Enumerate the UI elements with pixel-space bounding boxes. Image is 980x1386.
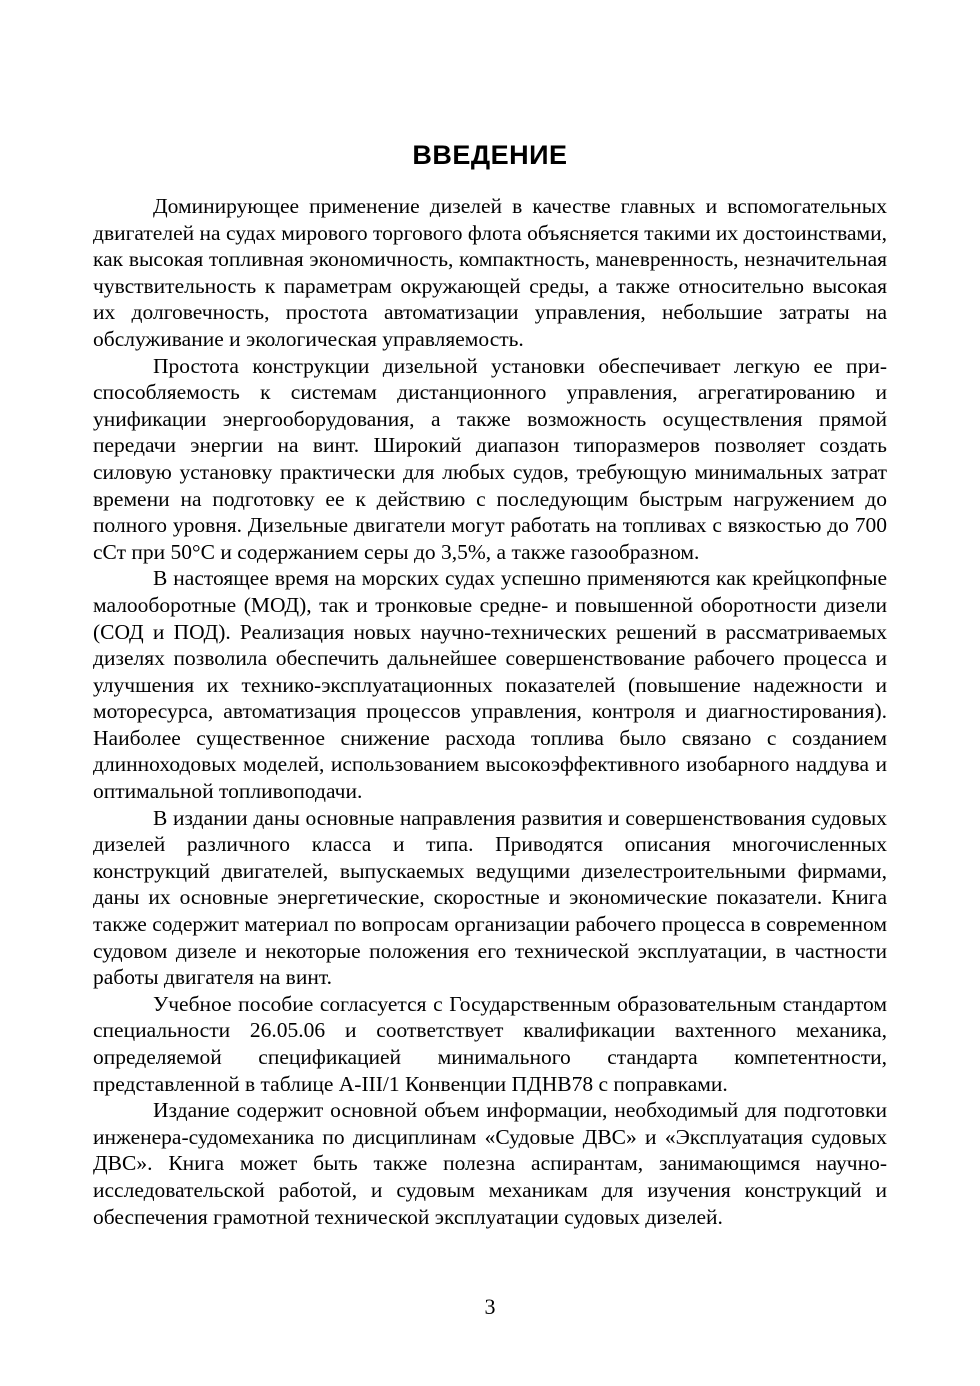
page-title: ВВЕДЕНИЕ [412, 140, 568, 170]
paragraph: В настоящее время на морских судах успешно применяются как крейцкопфные малооборотные (МОД), так и тронковые средне- и повышенной оборотности дизели (СОД и ПОД). Реализация новых научно-технических решений в рассматриваемых дизелях позволила обеспечить дальнейшее совершенствование рабочего процесса и улучшения их технико-эксплуатационных показателей (повышение надежности и моторесурса, автоматизация процессов управления, контроля и диагностирования). Наиболее существенное снижение расхода топлива было связано с созданием длинноходовых моделей, использованием высокоэффективного изобарного наддува и оптимальной топливоподачи. [93, 566, 887, 804]
paragraph: Учебное пособие согласуется с Государственным образовательным стандартом специальности 26.05.06 и соответствует квалификации вахтенного механика, определяемой спецификацией минимального стандарта компетентности, представленной в таблице A-III/1 Конвенции ПДНВ78 с поправками. [93, 991, 887, 1096]
paragraph: Издание содержит основной объем информации, необходимый для подготовки инженера-судомеханика по дисциплинам «Судовые ДВС» и «Эксплуатация судовых ДВС». Книга может быть также полезна аспирантам, занимающимся научно-исследовательской работой, и судовым механикам для изучения конструкций и обеспечения грамотной технической эксплуатации судовых дизелей. [93, 1098, 887, 1229]
paragraph: В издании даны основные направления развития и совершенствования судовых дизелей различного класса и типа. Приводятся описания многочисленных конструкций двигателей, выпускаемых ведущими дизелестроительными фирмами, даны их основные энергетические, скоростные и экономические показатели. Книга также содержит материал по вопросам организации рабочего процесса в современном судовом дизеле и некоторые положения его технической эксплуатации, в частности работы двигателя на винт. [93, 805, 887, 990]
paragraph: Простота конструкции дизельной установки обеспечивает легкую ее приспособляемость к системам дистанционного управления, агрегатированию и унификации энергооборудования, а также возможность осуществления прямой передачи энергии на винт. Широкий диапазон типоразмеров позволяет создать силовую установку практически для любых судов, требующую минимальных затрат времени на подготовку ее к действию с последующим быстрым нагружением до полного уровня. Дизельные двигатели могут работать на топливах с вязкостью до 700 сСт при 50°С и содержанием серы до 3,5%, а также газообразном. [93, 353, 887, 564]
paragraph: Доминирующее применение дизелей в качестве главных и вспомогательных двигателей на судах мирового торгового флота объясняется такими их достоинствами, как высокая топливная экономичность, компактность, маневренность, незначительная чувствительность к параметрам окружающей среды, а также относительно высокая их долговечность, простота автоматизации управления, небольшие затраты на обслуживание и экологическая управляемость. [93, 194, 887, 351]
body-text [93, 193, 887, 1230]
page-number: 3 [484, 1294, 496, 1319]
